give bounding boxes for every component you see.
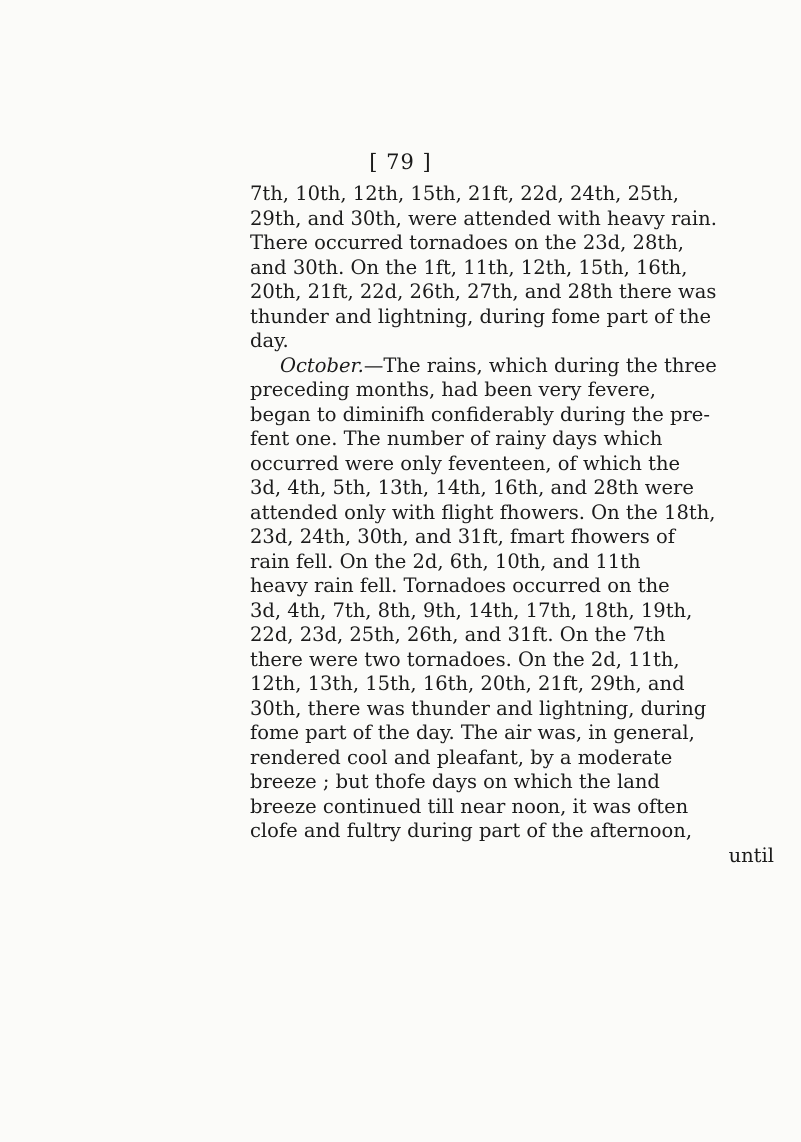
text-line: 22d, 23d, 25th, 26th, and 31ft. On the 7th [250,623,666,646]
october-paragraph-start [250,354,780,379]
text-line: There occurred tornadoes on the 23d, 28th, [250,231,684,254]
text-line: day. [250,329,289,352]
text-line-rest: —The rains, which during the three [363,353,717,377]
text-line: breeze ; but thofe days on which the land [250,770,660,793]
text-line: thunder and lightning, during fome part of the [250,304,712,328]
text-line: 7th, 10th, 12th, 15th, 21ft, 22d, 24th, 25th, [250,182,679,205]
text-line: 30th, there was thunder and lightning, during [250,696,707,720]
text-line: and 30th. On the 1ft, 11th, 12th, 15th, 16th, [250,255,688,279]
text-line: preceding months, had been very fevere, [250,378,657,401]
page-number: [ 79 ] [369,150,432,174]
text-line: fent one. The number of rainy days which [250,427,663,450]
catchword: until [728,843,774,867]
month-heading: October. [280,353,364,377]
text-line: began to diminifh confiderably during the pre- [250,402,710,426]
body-text [250,182,780,868]
text-line: rain fell. On the 2d, 6th, 10th, and 11th [250,549,641,573]
text-line: breeze continued till near noon, it was often [250,794,689,818]
text-line: fome part of the day. The air was, in general, [250,721,695,744]
text-line: attended only with flight fhowers. On the 18th, [250,500,716,524]
text-line: occurred were only feventeen, of which the [250,451,681,475]
text-line: 3d, 4th, 7th, 8th, 9th, 14th, 17th, 18th, 19th, [250,598,693,622]
text-line: clofe and fultry during part of the afternoon, [250,819,693,842]
text-line: 20th, 21ft, 22d, 26th, 27th, and 28th there was [250,280,717,303]
text-line: 3d, 4th, 5th, 13th, 14th, 16th, and 28th were [250,476,694,499]
text-line: 12th, 13th, 15th, 16th, 20th, 21ft, 29th, and [250,672,685,695]
text-line: 29th, and 30th, were attended with heavy rain. [250,206,717,230]
text-line: heavy rain fell. Tornadoes occurred on the [250,574,670,597]
text-line: 23d, 24th, 30th, and 31ft, fmart fhowers of [250,525,675,548]
text-line: there were two tornadoes. On the 2d, 11th, [250,647,680,671]
text-line: rendered cool and pleafant, by a moderate [250,745,673,769]
